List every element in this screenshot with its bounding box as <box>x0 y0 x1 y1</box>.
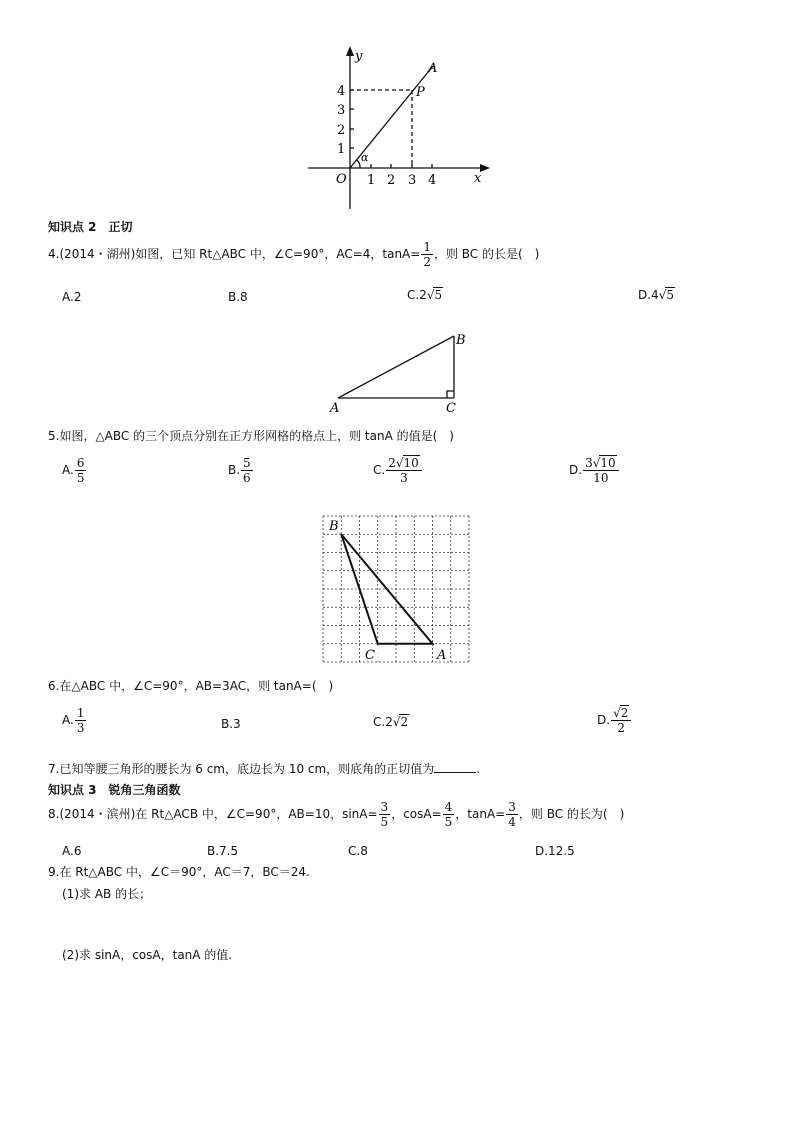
q6-option-c[interactable]: C.2√2 <box>373 715 409 729</box>
question-9: 9.在 Rt△ABC 中，∠C＝90°，AC＝7，BC＝24. <box>48 865 310 879</box>
q5-option-c[interactable]: C. $\frac{2√10}{3}$ <box>373 456 423 485</box>
origin-label: O <box>336 172 347 187</box>
y-tick-2: 2 <box>337 123 346 138</box>
q5-option-b[interactable]: B. $\frac{5}{6}$ <box>228 456 251 485</box>
q6-option-b[interactable]: B.3 <box>221 717 241 731</box>
y-tick-4: 4 <box>337 84 346 99</box>
q4-option-a[interactable]: A.2 <box>62 290 82 304</box>
grid-triangle-figure <box>320 513 474 665</box>
question-6: 6.在△ABC 中，∠C=90°，AB=3AC，则 tanA=( ) <box>48 679 334 693</box>
question-8: 8.(2014・滨州)在 Rt△ACB 中，∠C=90°，AB=10，sinA= $\frac{3}{5}$ ，cosA= $\frac{4}{5}$ ，tanA= $\frac{3}{4}$ ，则 BC 的长为( ) <box>48 800 625 829</box>
y-tick-3: 3 <box>337 103 346 118</box>
q9-sub-1: (1)求 AB 的长； <box>62 887 152 901</box>
angle-label: α <box>361 151 369 164</box>
q4-text-after: ，则 BC 的长是( ) <box>433 247 540 261</box>
q8-option-a[interactable]: A.6 <box>62 844 82 858</box>
q4-option-b[interactable]: B.8 <box>228 290 248 304</box>
grid-vertex-a: A <box>437 648 447 663</box>
y-axis-label: y <box>355 49 363 64</box>
q9-sub-2: (2)求 sinA，cosA，tanA 的值. <box>62 948 233 962</box>
section-2-heading: 知识点 2 正切 <box>48 220 133 234</box>
x-axis-label: x <box>474 171 482 186</box>
q4-text-before: 4.(2014・湖州)如图，已知 Rt△ABC 中，∠C=90°，AC=4，tanA= <box>48 247 421 261</box>
q6-option-a[interactable]: A. $\frac{1}{3}$ <box>62 706 85 735</box>
q4-option-d[interactable]: D.4√5 <box>638 288 674 302</box>
y-tick-1: 1 <box>337 142 346 157</box>
section-3-heading: 知识点 3 锐角三角函数 <box>48 783 181 797</box>
q8-option-c[interactable]: C.8 <box>348 844 368 858</box>
question-4 <box>48 240 539 269</box>
q5-option-d[interactable]: D. $\frac{3√10}{10}$ <box>569 456 620 485</box>
grid-vertex-c: C <box>365 648 375 663</box>
triangle-figure <box>326 328 470 416</box>
q7-answer-blank[interactable] <box>434 760 476 773</box>
coordinate-figure <box>300 44 500 214</box>
question-7: 7.已知等腰三角形的腰长为 6 cm，底边长为 10 cm，则底角的正切值为 . <box>48 762 481 776</box>
q5-option-a[interactable]: A. $\frac{6}{5}$ <box>62 456 85 485</box>
x-tick-2: 2 <box>387 173 396 188</box>
point-p-label: P <box>416 85 425 100</box>
q4-option-c[interactable]: C.2√5 <box>407 288 443 302</box>
q8-option-b[interactable]: B.7.5 <box>207 844 239 858</box>
x-tick-3: 3 <box>408 173 417 188</box>
line-end-label: A <box>428 61 438 76</box>
q6-option-d[interactable]: D. $\frac{√2}{2}$ <box>597 706 632 735</box>
q8-option-d[interactable]: D.12.5 <box>535 844 575 858</box>
triangle-vertex-b: B <box>456 333 466 348</box>
triangle-vertex-c: C <box>446 401 456 416</box>
x-tick-4: 4 <box>428 173 437 188</box>
question-5: 5.如图，△ABC 的三个顶点分别在正方形网格的格点上，则 tanA 的值是( ) <box>48 429 454 443</box>
q4-fraction: $\frac{1}{2}$ <box>423 240 431 269</box>
grid-vertex-b: B <box>329 519 339 534</box>
x-tick-1: 1 <box>367 173 376 188</box>
triangle-vertex-a: A <box>330 401 340 416</box>
